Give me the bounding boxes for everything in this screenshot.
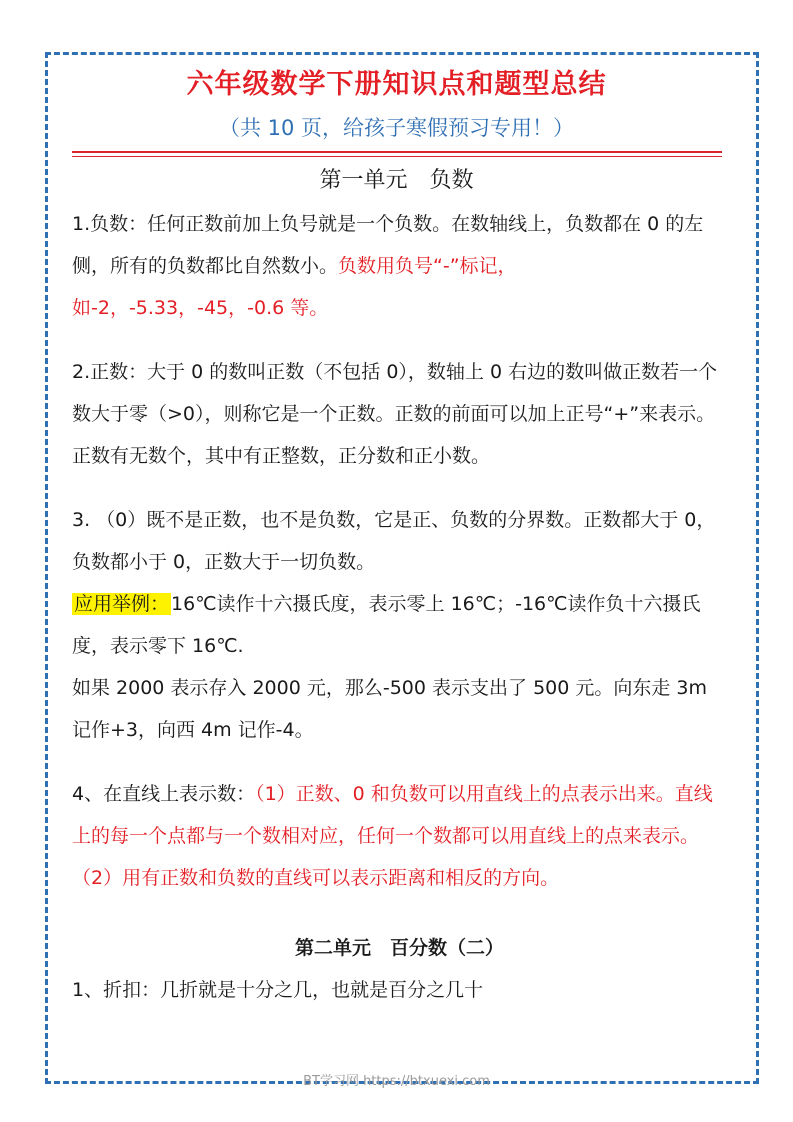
- footer-watermark: BT学习网 https://btxuexi.com: [303, 1074, 490, 1089]
- unit1-paragraph-1: [72, 203, 727, 329]
- title-divider-thin: [72, 156, 722, 157]
- page-title: 六年级数学下册知识点和题型总结: [186, 69, 607, 100]
- unit2-heading: 第二单元 百分数（二）: [294, 937, 504, 959]
- page-subtitle: （共 10 页，给孩子寒假预习专用！）: [218, 116, 575, 140]
- unit1-paragraph-3: 3. （0）既不是正数，也不是负数，它是正、负数的分界数。正数都大于 0，负数都小于 0，正数大于一切负数。: [72, 509, 716, 573]
- unit1-paragraph-2: 2.正数：大于 0 的数叫正数（不包括 0），数轴上 0 右边的数叫做正数若一个数大于零（>0），则称它是一个正数。正数的前面可以加上正号“+”来表示。正数有无数个，其中有正整数，正分数和正小数。: [72, 361, 718, 467]
- unit1-example: [72, 583, 727, 667]
- unit1-p4-label: 4、在直线上表示数：: [72, 783, 256, 805]
- title-divider-thick: [72, 151, 722, 153]
- example-label-highlight: 应用举例：: [74, 593, 170, 615]
- unit1-paragraph-3-more: 如果 2000 表示存入 2000 元，那么-500 表示支出了 500 元。向东走 3m 记作+3，向西 4m 记作-4。: [72, 677, 708, 741]
- unit1-p1-red-text: 负数用负号“-”标记，如-2，-5.33，-45，-0.6 等。: [72, 255, 517, 319]
- unit1-p4-red-text: （1）正数、0 和负数可以用直线上的点表示出来。直线上的每一个点都与一个数相对应，任何一个数都可以用直线上的点来表示。（2）用有正数和负数的直线可以表示距离和相反的方向。: [72, 783, 713, 889]
- unit1-p1-text: 1.负数：任何正数前加上负号就是一个负数。在数轴线上，负数都在 0 的左侧，所有的负数都比自然数小。: [72, 213, 704, 277]
- example-text: 16℃读作十六摄氏度，表示零上 16℃；-16℃读作负十六摄氏度，表示零下 16℃.: [72, 593, 701, 657]
- unit2-paragraph-1: 1、折扣：几折就是十分之几，也就是百分之几十: [72, 979, 484, 1001]
- document-body: [72, 203, 727, 1011]
- unit1-heading: 第一单元 负数: [319, 168, 474, 193]
- unit1-paragraph-4: [72, 773, 727, 899]
